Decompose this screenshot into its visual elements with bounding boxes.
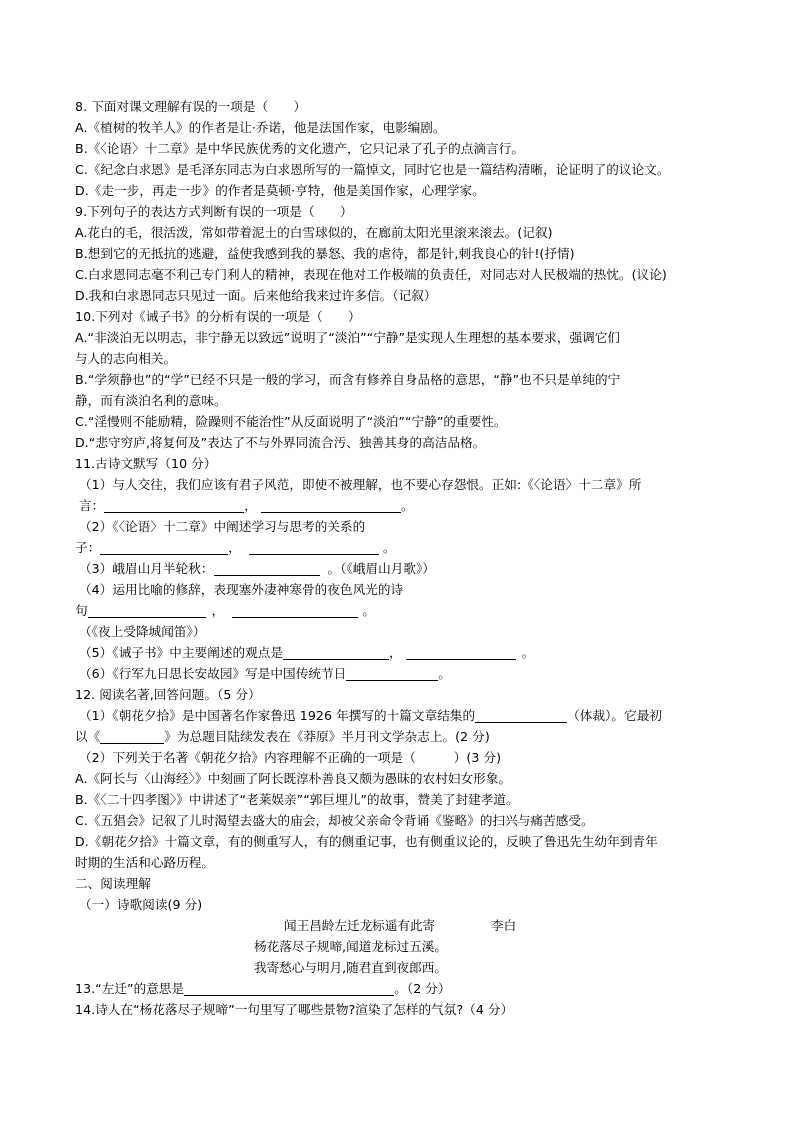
section2-title: 二、阅读理解 xyxy=(75,876,151,891)
punct-period: 。 xyxy=(362,603,375,618)
section2-subtitle: （一）诗歌阅读(9 分) xyxy=(79,897,203,912)
q11-item3-line xyxy=(79,559,435,579)
poem-author: 李白 xyxy=(491,918,517,933)
answer-blank[interactable] xyxy=(100,729,164,744)
q10-option-b-line2: 静，而有淡泊名利的意味。 xyxy=(75,393,227,408)
q12-title: 12. 阅读名著,回答问题。（5 分） xyxy=(75,687,261,702)
punct-comma: ， xyxy=(389,645,402,660)
q11-item3-text: （3）峨眉山月半轮秋： xyxy=(79,561,214,576)
q11-item4-prefix: 句 xyxy=(75,603,88,618)
q11-item2-prefix: 子： xyxy=(75,540,101,555)
q13-text: 13.“左迁”的意思是 xyxy=(75,981,185,996)
q9-stem: 9.下列句子的表达方式判断有误的一项是（ ） xyxy=(75,204,353,219)
answer-blank[interactable] xyxy=(283,645,389,660)
answer-blank[interactable] xyxy=(104,498,244,513)
q8-option-d: D.《走一步，再走一步》的作者是莫顿·亨特，他是美国作家，心理学家。 xyxy=(75,183,485,198)
q8-option-c: C.《纪念白求恩》是毛泽东同志为白求恩所写的一篇悼文，同时它也是一篇结构清晰，论证明了的议论文。 xyxy=(75,162,670,177)
answer-blank[interactable] xyxy=(88,603,206,618)
punct-comma: ， xyxy=(211,603,225,618)
q12-option-d-line1: D.《朝花夕拾》十篇文章，有的侧重写人，有的侧重记事，也有侧重议论的，反映了鲁迅先生幼年到青年 xyxy=(75,834,658,849)
q10-stem: 10.下列对《诫子书》的分析有误的一项是（ ） xyxy=(75,309,361,324)
punct-comma: ， xyxy=(228,540,241,555)
q11-item1-answer-line xyxy=(79,496,414,516)
q9-option-c: C.白求恩同志毫不利己专门利人的精神，表现在他对工作极端的负责任，对同志对人民极端的热忱。(议论) xyxy=(75,267,667,282)
q10-option-a-line2: 与人的志向相关。 xyxy=(75,351,177,366)
answer-blank[interactable] xyxy=(406,645,516,660)
q12-part1-text: （1）《朝花夕拾》是中国著名作家鲁迅 1926 年撰写的十篇文章结集的 xyxy=(79,708,476,723)
q10-option-b-line1: B.“学须静也”的“学”已经不只是一般的学习，而含有修养自身品格的意思，“静”也不只是单纯的宁 xyxy=(75,372,621,387)
answer-blank[interactable] xyxy=(249,540,379,555)
q12-option-a: A.《阿长与〈山海经〉》中刻画了阿长既淳朴善良又颇为愚昧的农村妇女形象。 xyxy=(75,771,512,786)
q12-part1-suffix: 》为总题目陆续发表在《莽原》半月刊文学杂志上。(2 分) xyxy=(164,729,490,744)
punct-period: 。 xyxy=(438,666,451,681)
q9-option-a: A.花白的毛，很活泼，常如带着泥土的白雪球似的，在廊前太阳光里滚来滚去。(记叙) xyxy=(75,225,553,240)
q11-item2-answer-line xyxy=(75,538,396,558)
answer-blank[interactable] xyxy=(475,708,567,723)
q8-option-a: A.《植树的牧羊人》的作者是让·乔诺，他是法国作家，电影编剧。 xyxy=(75,120,446,135)
answer-blank[interactable] xyxy=(214,561,320,576)
q11-item2-text: （2）《〈论语〉十二章》中阐述学习与思考的关系的 xyxy=(79,519,366,534)
answer-blank[interactable] xyxy=(261,498,401,513)
q11-item1-text: （1）与人交往，我们应该有君子风范，即使不被理解，也不要心存怨恨。正如:《〈论语〉十二章》所 xyxy=(79,477,642,492)
punct-period: 。 xyxy=(382,540,396,555)
punct-comma: ， xyxy=(244,498,257,513)
q12-option-b: B.《〈二十四孝图〉》中讲述了“老莱娱亲”“郭巨埋儿”的故事，赞美了封建孝道。 xyxy=(75,792,519,807)
q12-part1-line1 xyxy=(79,706,662,726)
q11-item5-text: （5）《诫子书》中主要阐述的观点是 xyxy=(79,645,284,660)
q12-part1-prefix: 以《 xyxy=(75,729,101,744)
q12-part2-stem: （2）下列关于名著《朝花夕拾》内容理解不正确的一项是（ ）(3 分) xyxy=(79,750,502,765)
q12-part1-line2 xyxy=(75,727,490,747)
q12-option-c: C.《五猖会》记叙了儿时渴望去盛大的庙会，却被父亲命令背诵《鉴略》的扫兴与痛苦感受。 xyxy=(75,813,594,828)
answer-blank[interactable] xyxy=(184,981,394,996)
q11-title: 11.古诗文默写（10 分） xyxy=(75,456,217,471)
punct-period: 。 xyxy=(400,498,414,513)
q11-item6-text: （6）《行军九日思长安故园》写是中国传统节日 xyxy=(79,666,347,681)
poem-title: 闻王昌龄左迁龙标遥有此寄 xyxy=(284,918,436,933)
punct-period: 。 xyxy=(521,645,535,660)
q12-option-d-line2: 时期的生活和心路历程。 xyxy=(75,855,215,870)
q9-option-b: B.想到它的无抵抗的逃避，益使我感到我的暴怒、我的虐待，都是针,刺我良心的针!(抒情) xyxy=(75,246,575,261)
q11-item3-source: 。（《峨眉山月歌》） xyxy=(327,561,436,576)
q11-item4-answer-line xyxy=(75,601,375,621)
q11-item6-line xyxy=(79,664,451,684)
answer-blank[interactable] xyxy=(346,666,438,681)
poem-line-1: 杨花落尽子规啼,闻道龙标过五溪。 xyxy=(254,939,447,954)
q11-item5-line xyxy=(79,643,534,663)
q14-text: 14.诗人在“杨花落尽子规啼”一句里写了哪些景物?渲染了怎样的气氛?（4 分） xyxy=(75,1002,514,1017)
q11-item4-text: （4）运用比喻的修辞，表现塞外凄神寒骨的夜色风光的诗 xyxy=(79,582,404,597)
q10-option-a-line1: A.“非淡泊无以明志，非宁静无以致远”说明了“淡泊”“宁静”是实现人生理想的基本要求，强调它们 xyxy=(75,330,621,345)
q8-option-b: B.《〈论语〉十二章》是中华民族优秀的文化遗产，它只记录了孔子的点滴言行。 xyxy=(75,141,524,156)
q13-line xyxy=(75,979,451,999)
q11-item4-source: （《夜上受降城闻笛》） xyxy=(79,624,206,639)
answer-blank[interactable] xyxy=(232,603,358,618)
q10-option-d: D.“悲守穷庐,将复何及”表达了不与外界同流合汚、独善其身的高洁品格。 xyxy=(75,435,486,450)
q8-stem: 8. 下面对课文理解有误的一项是（ ） xyxy=(75,99,307,114)
q10-option-c: C.“淫慢则不能励精，险躁则不能治性”从反面说明了“淡泊”“宁静”的重要性。 xyxy=(75,414,507,429)
q12-part1-genre-suffix: （体裁）。它最初 xyxy=(567,708,663,723)
answer-blank[interactable] xyxy=(100,540,228,555)
q9-option-d: D.我和白求恩同志只见过一面。后来他给我来过许多信。（记叙） xyxy=(75,288,437,303)
q13-suffix: 。（2 分） xyxy=(394,981,451,996)
poem-line-2: 我寄愁心与明月,随君直到夜郎西。 xyxy=(254,960,447,975)
q11-item1-prefix: 言： xyxy=(79,498,105,513)
